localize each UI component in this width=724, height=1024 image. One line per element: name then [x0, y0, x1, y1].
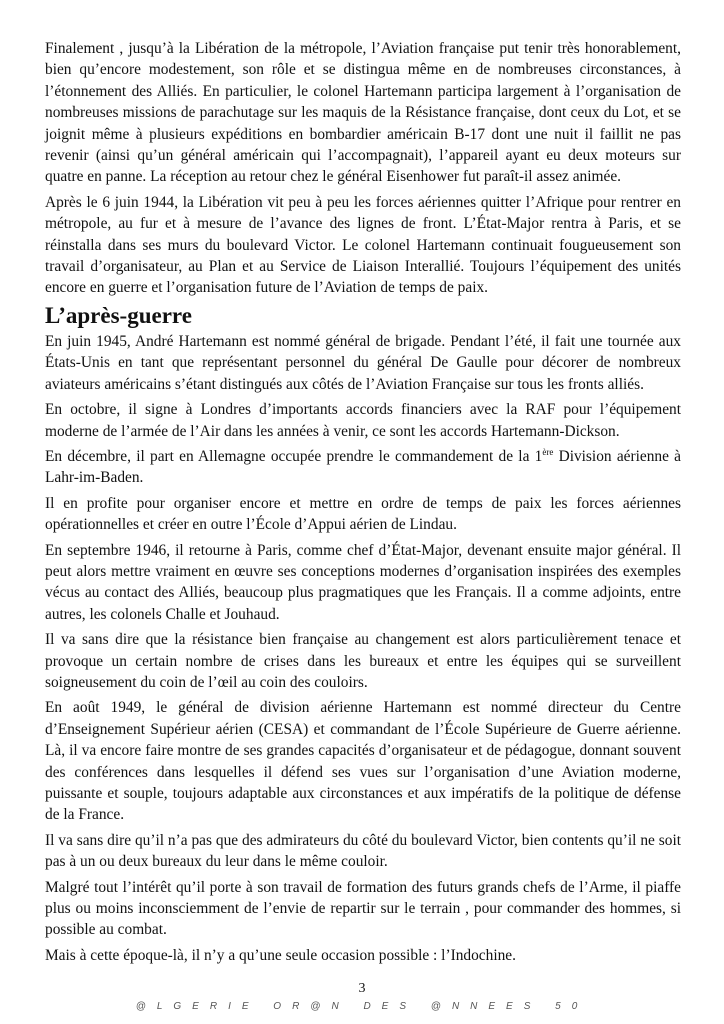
- paragraph: En août 1949, le général de division aérienne Hartemann est nommé directeur du Centre d’Enseignement Supérieur aérien (CESA) et commandant de l’École Supérieure de Guerre aérienne. Là, il va encore faire montre de ses grandes capacités d’organisateur et de pédagogue, donnant souvent des conférences dans lesquelles il défend ses vues sur l’organisation d’une Aviation moderne, puissante et souple, toujours adaptable aux circonstances et aux impératifs de la politique de défense de la France.: [45, 699, 681, 824]
- paragraph: En septembre 1946, il retourne à Paris, comme chef d’État-Major, devenant ensuite major général. Il peut alors mettre vraiment en œuvre ses conceptions modernes d’organisation inspirées des exemples vécus au contact des Alliés, beaucoup plus pragmatiques que les Français. Il a comme adjoints, entre autres, les colonels Challe et Jouhaud.: [45, 541, 681, 623]
- paragraph: En juin 1945, André Hartemann est nommé général de brigade. Pendant l’été, il fait une tournée aux États-Unis en tant que représentant personnel du général De Gaulle pour décorer de nombreux aviateurs américains s’étant distingués aux côtés de l’Aviation Française sur tous les fronts alliés.: [45, 332, 681, 393]
- paragraph: Finalement , jusqu’à la Libération de la métropole, l’Aviation française put tenir très honorablement, bien qu’encore modestement, son rôle et se distingua même en de nombreuses circonstances, à l’étonnement des Alliés. En particulier, le colonel Hartemann participa largement à l’organisation de nombreuses missions de parachutage sur les maquis de la Résistance française, dont ceux du Lot, et se joignit même à plusieurs expéditions en bombardier américain B-17 dont une nuit il faillit ne pas revenir (ainsi qu’un général américain qui l’accompagnait), l’appareil ayant eu deux moteurs sur quatre en panne. La réception au retour chez le général Eisenhower fut paraît-il assez animée.: [45, 40, 681, 186]
- page-content: [45, 38, 681, 970]
- paragraph: Il en profite pour organiser encore et mettre en ordre de temps de paix les forces aériennes opérationnelles et créer en outre l’École d’Appui aérien de Lindau.: [45, 494, 681, 534]
- page-footer: @LGERIE OR@N DES @NNEES 50: [135, 1001, 589, 1012]
- superscript: ère: [542, 446, 554, 457]
- page-number: 3: [358, 981, 366, 996]
- paragraph-december: [45, 446, 681, 489]
- paragraph-text: Division aérienne à Lahr-im-Baden.: [45, 447, 681, 487]
- section-heading: L’après-guerre: [45, 302, 192, 328]
- paragraph: Malgré tout l’intérêt qu’il porte à son travail de formation des futurs grands chefs de l’Arme, il piaffe plus ou moins inconsciemment de l’envie de repartir sur le terrain , pour commander des hommes, si possible au combat.: [45, 878, 681, 939]
- paragraph: Mais à cette époque-là, il n’y a qu’une seule occasion possible : l’Indochine.: [45, 946, 516, 964]
- paragraph: Après le 6 juin 1944, la Libération vit peu à peu les forces aériennes quitter l’Afrique pour rentrer en métropole, au fur et à mesure de l’avance des lignes de front. L’État-Major rentra à Paris, et se réinstalla dans ses murs du boulevard Victor. Le colonel Hartemann continuait fougueusement son travail d’organisateur, au Plan et au Service de Liaison Interallié. Toujours l’équipement des unités encore en guerre et l’organisation future de l’Aviation de temps de paix.: [45, 193, 681, 297]
- paragraph: Il va sans dire qu’il n’a pas que des admirateurs du côté du boulevard Victor, bien contents qu’il ne soit pas à un ou deux bureaux du leur dans le même couloir.: [45, 831, 681, 871]
- paragraph: En octobre, il signe à Londres d’importants accords financiers avec la RAF pour l’équipement moderne de l’armée de l’Air dans les années à venir, ce sont les accords Hartemann-Dickson.: [45, 401, 681, 440]
- paragraph: Il va sans dire que la résistance bien française au changement est alors particulièrement tenace et provoque un certain nombre de crises dans les bureaux et entre les équipes qui se surveillent soigneusement du coin de l’œil au coin des couloirs.: [45, 631, 681, 691]
- paragraph-text: En décembre, il part en Allemagne occupée prendre le commandement de la 1: [45, 447, 543, 465]
